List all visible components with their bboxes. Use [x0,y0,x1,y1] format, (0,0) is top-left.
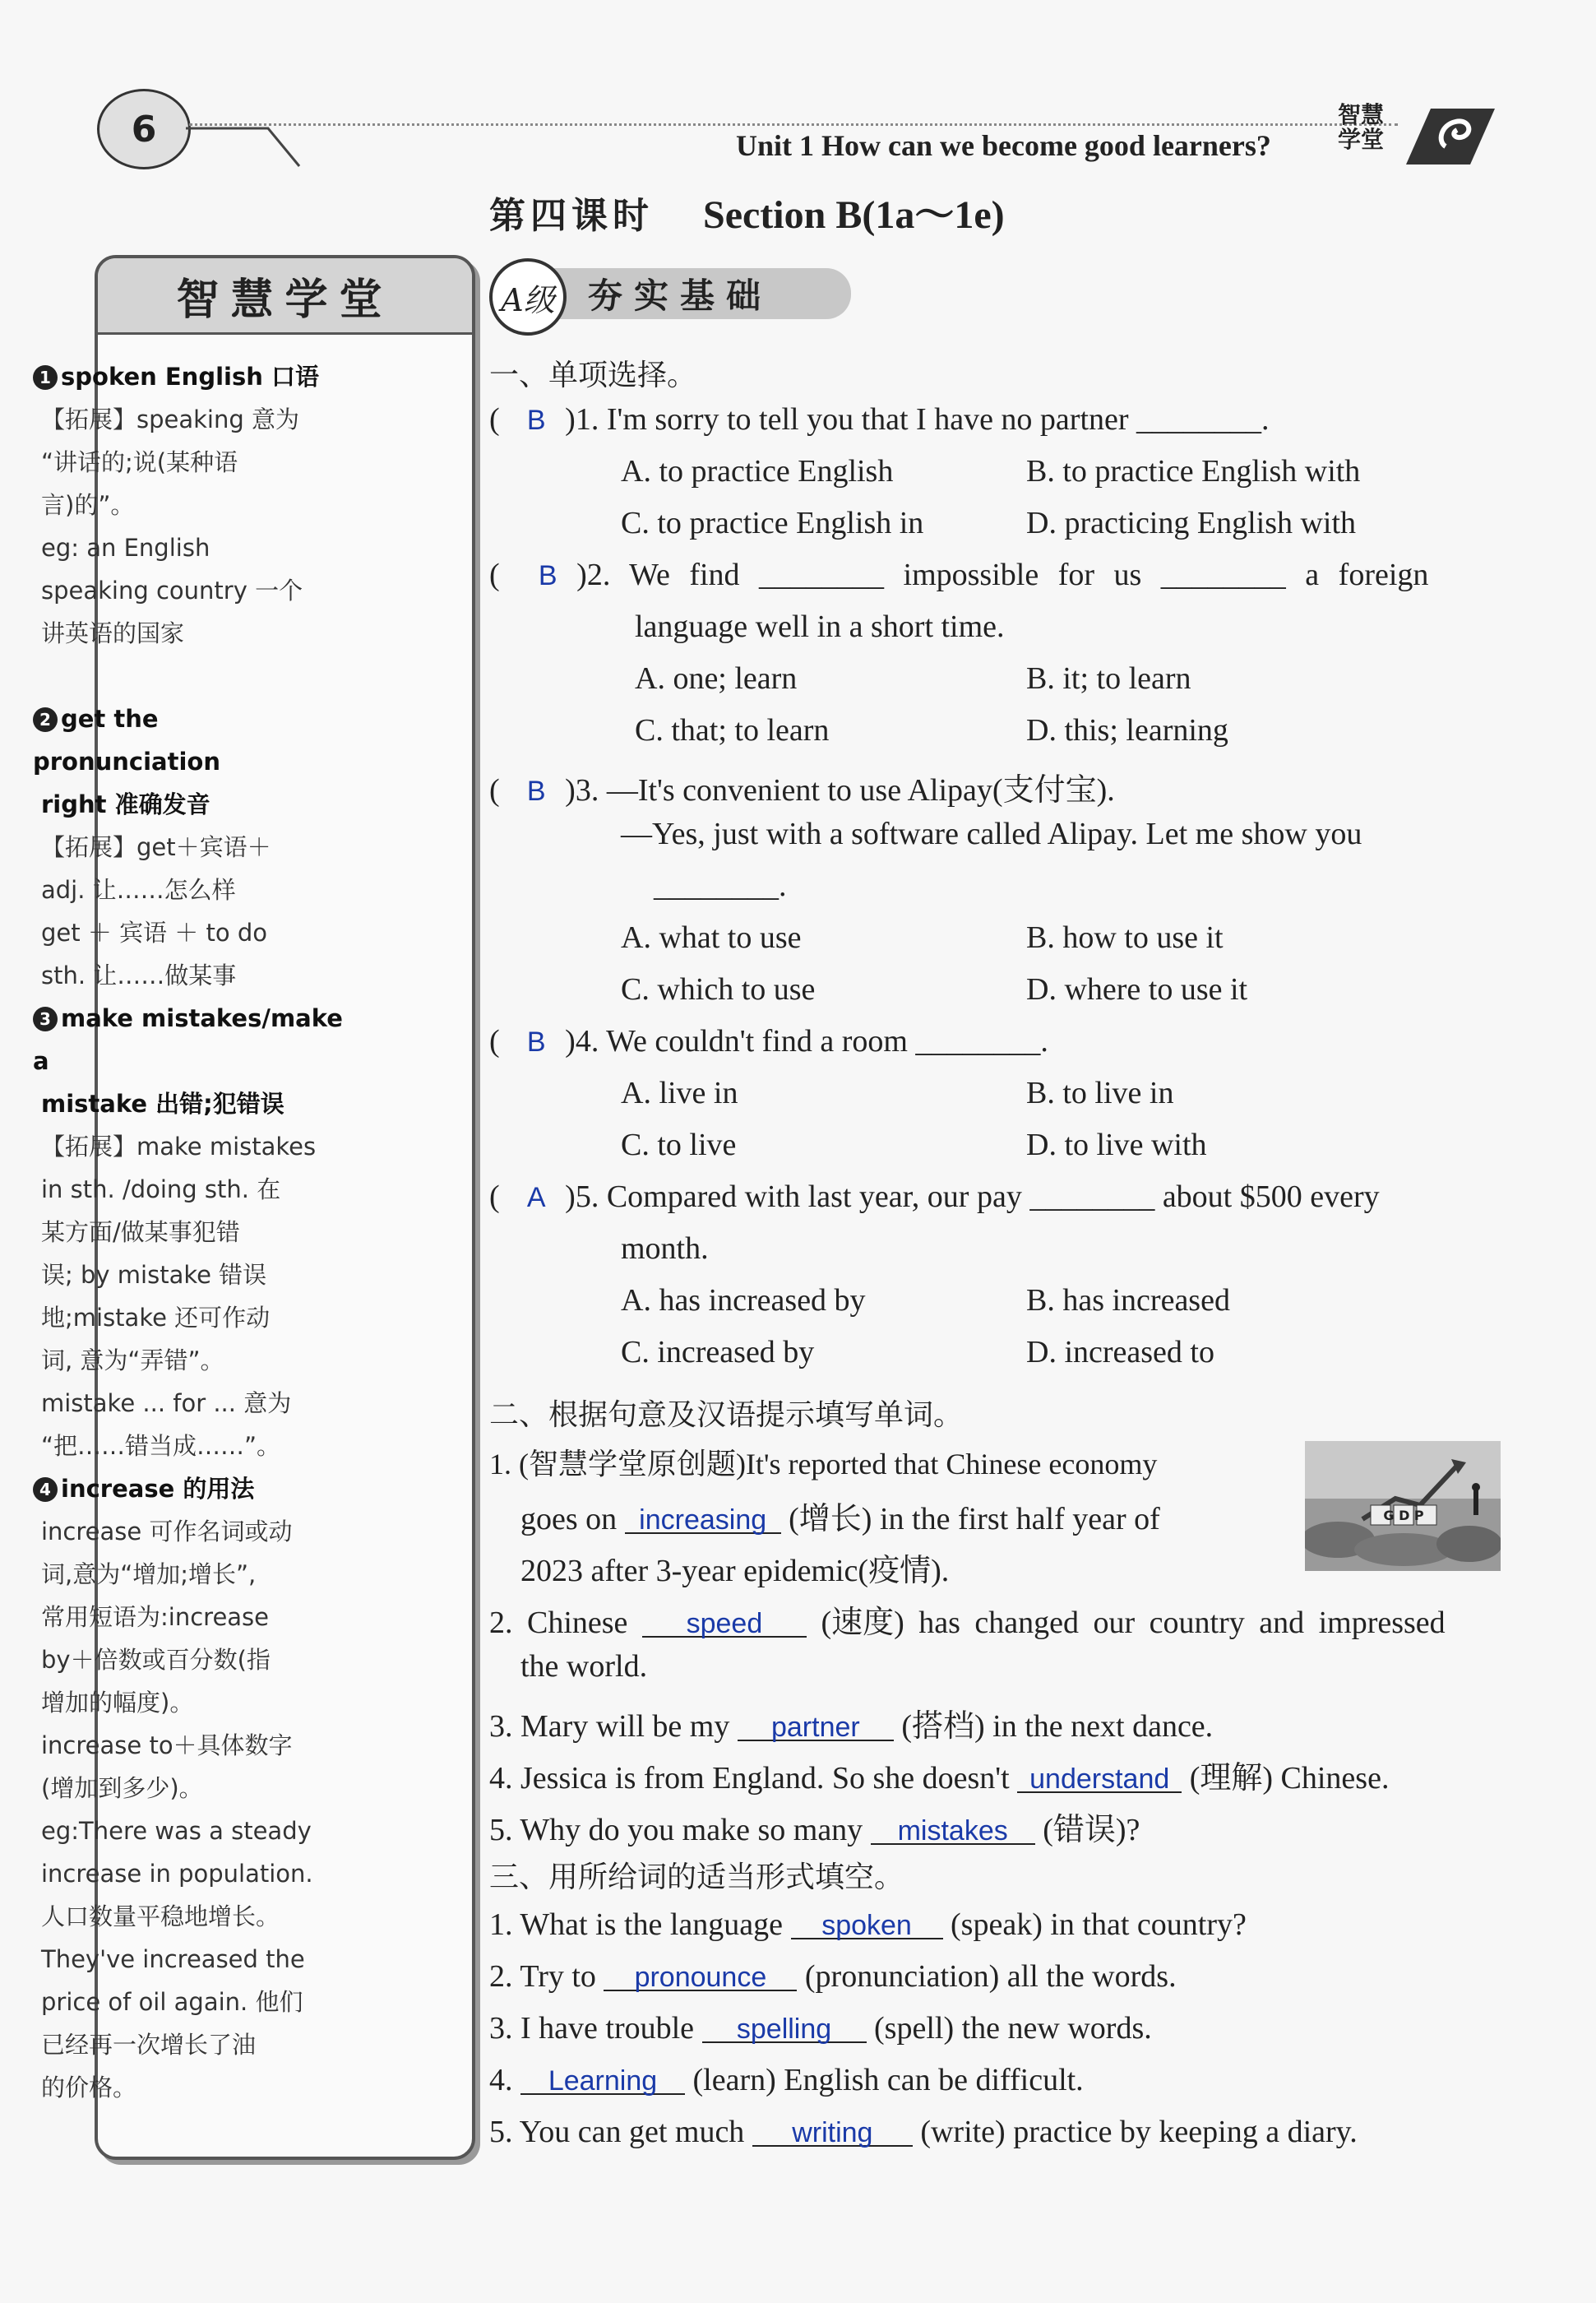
fill-blank[interactable] [752,2114,913,2147]
option-c: C. increased by [621,1335,815,1369]
option-a: A. has increased by [621,1283,866,1318]
note-2 [33,697,354,997]
note-3 [33,997,354,1467]
option-a: A. live in [621,1076,738,1110]
section-2-heading: 二、根据句意及汉语提示填写单词。 [489,1398,964,1432]
fill-blank[interactable] [604,1958,797,1991]
option-b: B. to live in [1026,1076,1174,1110]
note-line: “把……错当成……”。 [41,1432,281,1460]
note-line: eg: an English [41,534,210,562]
form-item-1 [489,1907,1247,1943]
note-line: increase 可作名词或动 [41,1518,293,1545]
fill-item-2-cont: the world. [520,1649,648,1684]
fill-item-3 [489,1700,1213,1745]
answer-choice: B [526,776,546,807]
fill-text: (理解) Chinese. [1189,1761,1390,1796]
answer-choice: B [526,1026,546,1058]
option-d: D. practicing English with [1026,506,1357,540]
fill-blank[interactable] [520,2062,685,2095]
note-line: speaking country 一个 [41,577,303,605]
level-badge: A级 [489,258,567,336]
option-c: C. that; to learn [635,713,830,748]
fill-answer: mistakes [897,1815,1008,1847]
fill-answer: increasing [639,1504,767,1536]
note-line: by＋倍数或百分数(指 [41,1646,271,1674]
unit-title: Unit 1 How can we become good learners? [736,129,1271,162]
option-b: B. to practice English with [1026,454,1361,489]
brand-text-top: 智慧 [1337,101,1384,128]
fill-text: (搭档) in the next dance. [901,1709,1214,1744]
answer-choice: B [538,560,557,591]
section-3-heading: 三、用所给词的适当形式填空。 [489,1860,904,1894]
note-title: spoken English 口语 [61,363,319,391]
question-stem: 4. We couldn't find a room ________. [575,1024,1048,1059]
fill-item-4 [489,1752,1389,1797]
option-b: B. it; to learn [1026,661,1191,696]
fill-text: (spell) the new words. [874,2011,1152,2046]
fill-blank[interactable] [738,1708,894,1741]
fill-text: (speak) in that country? [951,1907,1247,1942]
section-1-heading: 一、单项选择。 [489,359,697,392]
level-banner [489,258,851,329]
note-line: adj. 让……怎么样 [41,876,236,904]
fill-text: 4. [489,2063,513,2097]
lesson-title-en: Section B(1a～1e) [703,193,1005,237]
form-item-5 [489,2114,1358,2150]
note-line: mistake ... for ... 意为 [41,1389,292,1417]
note-line: 词, 意为“弄错”。 [41,1346,224,1374]
question-stem-cont: month. [621,1231,709,1266]
note-line: in sth. /doing sth. 在 [41,1175,281,1203]
gdp-label: G D P [1383,1508,1424,1523]
note-line: 某方面/做某事犯错 [41,1218,240,1246]
note-line: 【拓展】make mistakes [41,1133,317,1161]
page-number: 6 [97,89,191,169]
note-title-cont: right 准确发音 [41,790,210,818]
fill-answer: spoken [821,1910,912,1941]
question-1: ( B )1. I'm sorry to tell you that I have no partner ________. [489,402,1270,437]
fill-text: 3. Mary will be my [489,1709,730,1744]
note-line: 增加的幅度)。 [41,1689,194,1717]
fill-item-2 [489,1596,1446,1642]
option-c: C. to practice English in [621,506,924,540]
note-title-cont: mistake 出错;犯错误 [41,1090,285,1118]
fill-answer: understand [1029,1763,1170,1795]
question-3: ( B )3. —It's convenient to use Alipay(支付宝). [489,773,1115,808]
option-d: D. to live with [1026,1128,1207,1162]
fill-text: 2. Try to [489,1959,596,1994]
note-line: 的价格。 [41,2074,137,2101]
fill-item-1-cont2: 2023 after 3-year epidemic(疫情). [520,1554,950,1588]
option-d: D. this; learning [1026,713,1228,748]
header-decoration [186,123,301,168]
note-number-icon: 3 [33,1007,58,1031]
question-stem: 3. —It's convenient to use Alipay(支付宝). [575,773,1115,808]
option-d: D. where to use it [1026,972,1248,1007]
option-d: D. increased to [1026,1335,1214,1369]
fill-blank[interactable] [642,1605,807,1638]
fill-blank[interactable] [702,2010,867,2043]
fill-answer: pronounce [634,1962,767,1993]
note-line: 常用短语为:increase [41,1603,270,1631]
question-stem-cont: —Yes, just with a software called Alipay. Let me show you [621,817,1362,851]
note-line: 【拓展】get＋宾语＋ [41,833,271,861]
fill-text: (增长) in the first half year of [789,1502,1160,1536]
note-title: make mistakes/make a [33,1004,343,1075]
note-line: 人口数量平稳地增长。 [41,1902,280,1930]
note-line: They've increased the [41,1945,305,1973]
note-line: 地;mistake 还可作动 [41,1304,271,1332]
option-a: A. what to use [621,920,802,955]
fill-answer: partner [770,1712,860,1743]
question-stem: 2. We find ________ impossible for us ________ a foreign [586,558,1429,592]
note-number-icon: 2 [33,707,58,732]
fill-text: (learn) English can be difficult. [692,2063,1084,2097]
answer-choice: A [526,1182,546,1213]
fill-blank[interactable] [1017,1760,1182,1793]
note-line: increase to＋具体数字 [41,1731,293,1759]
note-line: price of oil again. 他们 [41,1988,303,2016]
option-b: B. how to use it [1026,920,1224,955]
form-item-3 [489,2010,1152,2046]
fill-text: 2. Chinese [489,1606,628,1640]
lesson-title-cn: 第四课时 [489,195,654,237]
note-line: 误; by mistake 错误 [41,1261,267,1289]
note-line: 词,意为“增加;增长”, [41,1560,257,1588]
question-stem: 5. Compared with last year, our pay ________ about $500 every [575,1179,1380,1214]
fill-text: (pronunciation) all the words. [804,1959,1177,1994]
fill-item-5 [489,1804,1140,1849]
fill-text: 5. Why do you make so many [489,1813,863,1847]
fill-text: 4. Jessica is from England. So she doesn't [489,1761,1010,1796]
option-b: B. has increased [1026,1283,1230,1318]
answer-choice: B [526,405,546,436]
brand-text-bottom: 学堂 [1337,126,1384,153]
question-2: ( B )2. We find ________ impossible for us ________ a foreign [489,558,1429,592]
level-name: 夯实基础 [547,268,851,319]
fill-text: (错误)? [1043,1813,1140,1847]
note-line: 【拓展】speaking 意为 [41,405,299,433]
note-line: increase in population. [41,1860,313,1888]
form-item-2 [489,1958,1177,1995]
question-stem-cont: ________. [654,869,787,903]
question-stem: 1. I'm sorry to tell you that I have no partner ________. [575,402,1270,437]
fill-answer: writing [792,2117,873,2148]
option-c: C. which to use [621,972,816,1007]
question-stem-cont: language well in a short time. [635,609,1005,644]
note-line: “讲话的;说(某种语 [41,448,238,476]
fill-text: (速度) has changed our country and impressed [821,1606,1446,1640]
question-4: ( B )4. We couldn't find a room ________. [489,1024,1048,1059]
note-1 [33,355,354,655]
fill-item-1-cont [520,1493,1160,1538]
note-line: 言)的”。 [41,491,135,519]
fill-text: 5. You can get much [489,2115,745,2149]
option-a: A. one; learn [635,661,798,696]
gdp-growth-photo [1305,1441,1501,1571]
note-line: sth. 让……做某事 [41,962,237,989]
brand-logo-icon [1398,107,1497,166]
note-number-icon: 1 [33,365,58,390]
brand-text [1332,103,1390,152]
fill-text: 3. I have trouble [489,2011,695,2046]
note-title: get the pronunciation [33,705,220,776]
option-c: C. to live [621,1128,737,1162]
note-title: increase 的用法 [61,1475,255,1503]
note-line: eg:There was a steady [41,1817,312,1845]
note-number-icon: 4 [33,1477,58,1502]
sidebar-title: 智慧学堂 [98,258,472,335]
fill-item-1: 1. (智慧学堂原创题)It's reported that Chinese economy [489,1448,1158,1480]
fill-blank[interactable] [871,1812,1035,1845]
question-5: ( A )5. Compared with last year, our pay ________ about $500 every [489,1179,1380,1214]
form-item-4 [489,2062,1084,2098]
fill-text: (write) practice by keeping a diary. [920,2115,1358,2149]
lesson-title [489,183,1005,239]
fill-text: 1. What is the language [489,1907,784,1942]
fill-blank[interactable] [625,1501,781,1534]
fill-text: goes on [520,1502,618,1536]
fill-answer: Learning [548,2065,658,2097]
note-4 [33,1467,354,2109]
note-line: get ＋ 宾语 ＋ to do [41,919,267,947]
note-line: 已经再一次增长了油 [41,2031,257,2059]
fill-answer: spelling [736,2013,832,2045]
option-a: A. to practice English [621,454,894,489]
note-line: 讲英语的国家 [41,619,185,647]
fill-answer: speed [686,1608,763,1639]
fill-blank[interactable] [791,1907,943,1939]
header-dotted-rule [189,123,1398,126]
note-line: (增加到多少)。 [41,1774,203,1802]
